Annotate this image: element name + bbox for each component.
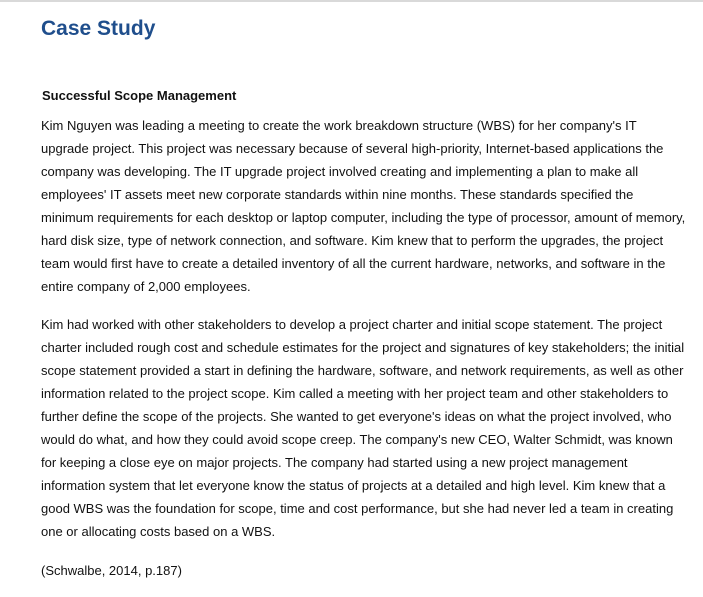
- section-heading: Successful Scope Management: [42, 88, 237, 103]
- case-study-content: [41, 14, 686, 582]
- paragraph-2: Kim had worked with other stakeholders to develop a project charter and initial scope statement. The project charter included rough cost and schedule estimates for the project and signatures of key stakeholders; the initial scope statement provided a start in defining the hardware, software, and network requirements, as well as other information related to the project scope. Kim called a meeting with her project team and other stakeholders to further define the scope of the projects. She wanted to get everyone's ideas on what the project involved, who would do what, and how they could avoid scope creep. The company's new CEO, Walter Schmidt, was known for keeping a close eye on major projects. The company had started using a new project management information system that let everyone know the status of projects at a detailed and high level. Kim knew that a good WBS was the foundation for scope, time and cost performance, but she had never led a team in creating one or allocating costs based on a WBS.: [41, 317, 685, 539]
- top-divider: [0, 0, 703, 2]
- paragraph-1: Kim Nguyen was leading a meeting to create the work breakdown structure (WBS) for her company's IT upgrade project. This project was necessary because of several high-priority, Internet-based applications the company was developing. The IT upgrade project involved creating and implementing a plan to make all employees' IT assets meet new corporate standards within nine months. These standards specified the minimum requirements for each desktop or laptop computer, including the type of processor, amount of memory, hard disk size, type of network connection, and software. Kim knew that to perform the upgrades, the project team would first have to create a detailed inventory of all the current hardware, networks, and software in the entire company of 2,000 employees.: [41, 118, 686, 294]
- citation: (Schwalbe, 2014, p.187): [41, 563, 182, 578]
- page-title: Case Study: [41, 17, 156, 40]
